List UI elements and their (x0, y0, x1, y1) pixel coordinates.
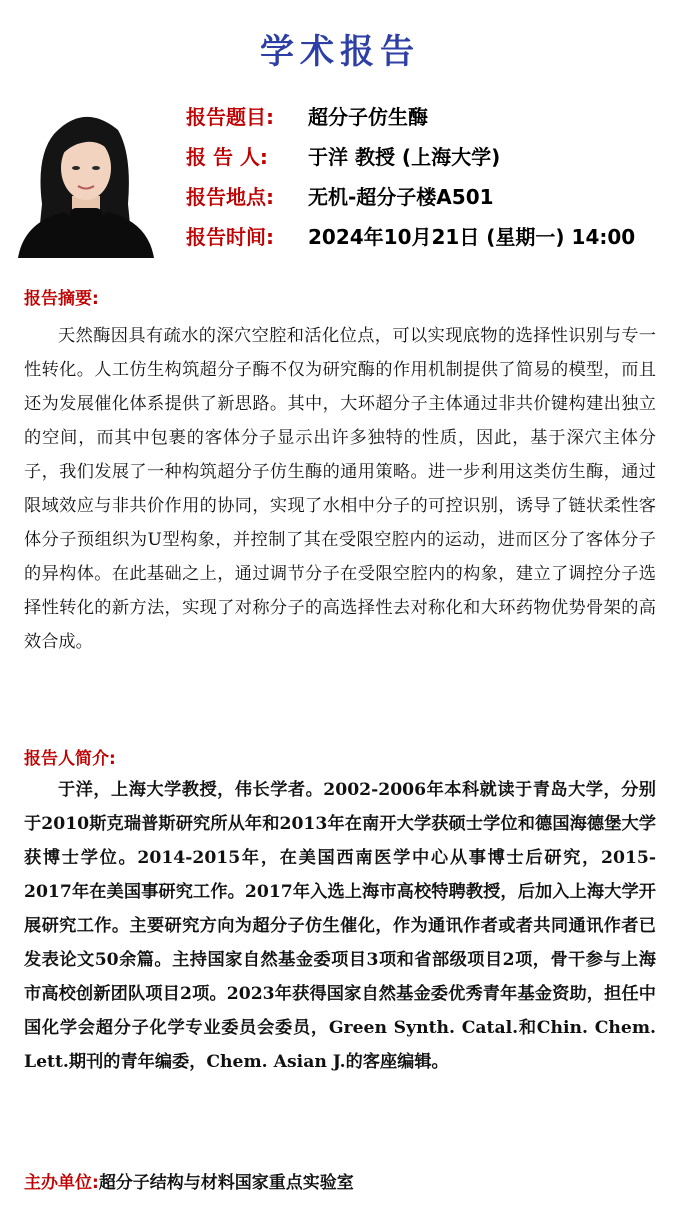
page-title: 学术报告 (260, 32, 420, 72)
abstract-text: 天然酶因具有疏水的深穴空腔和活化位点，可以实现底物的选择性识别与专一性转化。人工仿生构筑超分子酶不仅为研究酶的作用机制提供了简易的模型，而且还为发展催化体系提供了新思路。其中，大环超分子主体通过非共价键构建出独立的空间，而其中包裹的客体分子显示出许多独特的性质，因此，基于深穴主体分子，我们发展了一种构筑超分子仿生酶的通用策略。进一步利用这类仿生酶，通过限域效应与非共价作用的协同，实现了水相中分子的可控识别，诱导了链状柔性客体分子预组织为U型构象，并控制了其在受限空腔内的运动，进而区分了客体分子的异构体。在此基础之上，通过调节分子在受限空腔内的构象，建立了调控分子选择性转化的新方法，实现了对称分子的高选择性去对称化和大环药物优势骨架的高效合成。 (24, 326, 656, 652)
time-row (186, 220, 635, 260)
bio-text: 于洋，上海大学教授，伟长学者。2002-2006年本科就读于青岛大学，分别于2010斯克瑞普斯研究所从年和2013年在南开大学获硕士学位和德国海德堡大学获博士学位。2014-2015年，在美国西南医学中心从事博士后研究，2015-2017年在美国事研究工作。2017年入选上海市高校特聘教授，后加入上海大学开展研究工作。主要研究方向为超分子仿生催化，作为通讯作者或者共同通讯作者已发表论文50余篇。主持国家自然基金委项目3项和省部级项目2项，骨干参与上海市高校创新团队项目2项。2023年获得国家自然基金委优秀青年基金资助，担任中国化学会超分子化学专业委员会委员，Green Synth. Catal.和Chin. Chem. Lett.期刊的青年编委，Chem. Asian J.的客座编辑。 (24, 780, 656, 1072)
location-row (186, 180, 635, 220)
host-label: 主办单位: (24, 1173, 99, 1193)
bio-heading: 报告人简介: (24, 749, 116, 769)
host-organizer (24, 1168, 354, 1193)
host-value: 超分子结构与材料国家重点实验室 (98, 1173, 354, 1193)
topic-label: 报告题目: (186, 105, 274, 129)
talk-info (186, 100, 635, 260)
time-label: 报告时间: (186, 225, 274, 249)
location-value: 无机-超分子楼A501 (308, 185, 494, 209)
speaker-label: 报 告 人: (186, 145, 268, 169)
topic-row (186, 100, 635, 140)
topic-value: 超分子仿生酶 (308, 105, 428, 129)
time-value: 2024年10月21日 (星期一) 14:00 (308, 225, 636, 249)
speaker-photo (14, 104, 156, 258)
speaker-value: 于洋 教授 (上海大学) (308, 145, 501, 169)
abstract-heading: 报告摘要: (24, 289, 99, 309)
location-label: 报告地点: (186, 185, 274, 209)
speaker-row (186, 140, 635, 180)
speaker-portrait-image (14, 104, 156, 258)
